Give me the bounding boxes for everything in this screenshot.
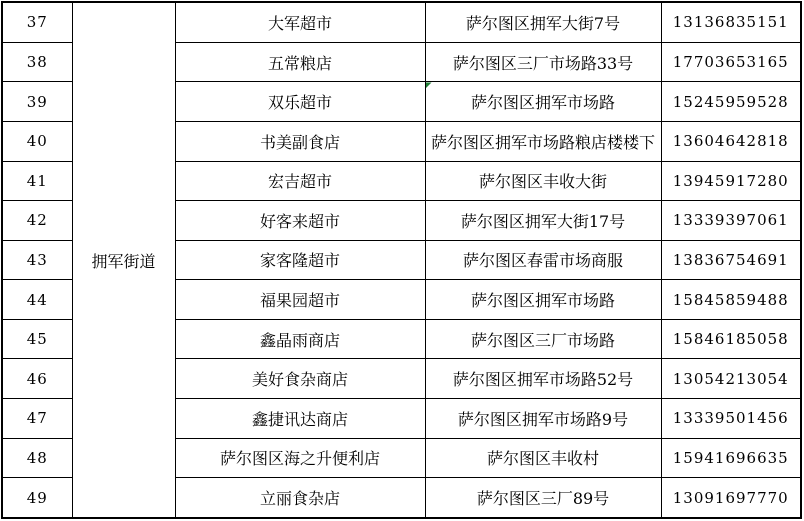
cell-phone: 13091697770 [661,478,801,518]
cell-store-name: 萨尔图区海之升便利店 [175,438,425,478]
cell-store-name: 鑫捷讯达商店 [175,398,425,438]
cell-row-number: 42 [2,201,72,241]
cell-phone: 13945917280 [661,161,801,201]
cell-row-number: 45 [2,319,72,359]
cell-phone: 15941696635 [661,438,801,478]
cell-address: 萨尔图区拥军市场路粮店楼楼下 [425,122,661,162]
cell-row-number: 49 [2,478,72,518]
cell-store-name: 立丽食杂店 [175,478,425,518]
cell-phone: 13136835151 [661,2,801,42]
cell-store-name: 家客隆超市 [175,240,425,280]
cell-address: 萨尔图区拥军市场路9号 [425,398,661,438]
cell-address: 萨尔图区拥军市场路 [425,280,661,320]
cell-row-number: 46 [2,359,72,399]
cell-note-flag-icon [426,82,432,88]
cell-store-name: 美好食杂商店 [175,359,425,399]
cell-row-number: 43 [2,240,72,280]
cell-store-name: 双乐超市 [175,82,425,122]
cell-phone: 13054213054 [661,359,801,399]
cell-row-number: 44 [2,280,72,320]
cell-store-name: 五常粮店 [175,42,425,82]
table-row [2,2,801,42]
cell-address: 萨尔图区三厂市场路33号 [425,42,661,82]
cell-row-number: 41 [2,161,72,201]
cell-address: 萨尔图区三厂市场路 [425,319,661,359]
cell-store-name: 书美副食店 [175,122,425,162]
cell-address: 萨尔图区拥军大街17号 [425,201,661,241]
cell-store-name: 福果园超市 [175,280,425,320]
cell-row-number: 37 [2,2,72,42]
cell-address: 萨尔图区拥军市场路52号 [425,359,661,399]
cell-store-name: 好客来超市 [175,201,425,241]
cell-phone: 13339397061 [661,201,801,241]
cell-phone: 15245959528 [661,82,801,122]
cell-address: 萨尔图区三厂89号 [425,478,661,518]
cell-phone: 17703653165 [661,42,801,82]
cell-row-number: 48 [2,438,72,478]
cell-row-number: 39 [2,82,72,122]
store-table [1,1,802,519]
cell-row-number: 38 [2,42,72,82]
cell-row-number: 40 [2,122,72,162]
cell-row-number: 47 [2,398,72,438]
cell-phone: 13836754691 [661,240,801,280]
cell-store-name: 宏吉超市 [175,161,425,201]
cell-phone: 13604642818 [661,122,801,162]
cell-street-group: 拥军街道 [72,2,175,518]
cell-address: 萨尔图区春雷市场商服 [425,240,661,280]
cell-address: 萨尔图区拥军大街7号 [425,2,661,42]
cell-phone: 15845859488 [661,280,801,320]
cell-address: 萨尔图区丰收大街 [425,161,661,201]
cell-phone: 13339501456 [661,398,801,438]
cell-address: 萨尔图区拥军市场路 [425,82,661,122]
cell-phone: 15846185058 [661,319,801,359]
cell-store-name: 鑫晶雨商店 [175,319,425,359]
cell-store-name: 大军超市 [175,2,425,42]
cell-address: 萨尔图区丰收村 [425,438,661,478]
